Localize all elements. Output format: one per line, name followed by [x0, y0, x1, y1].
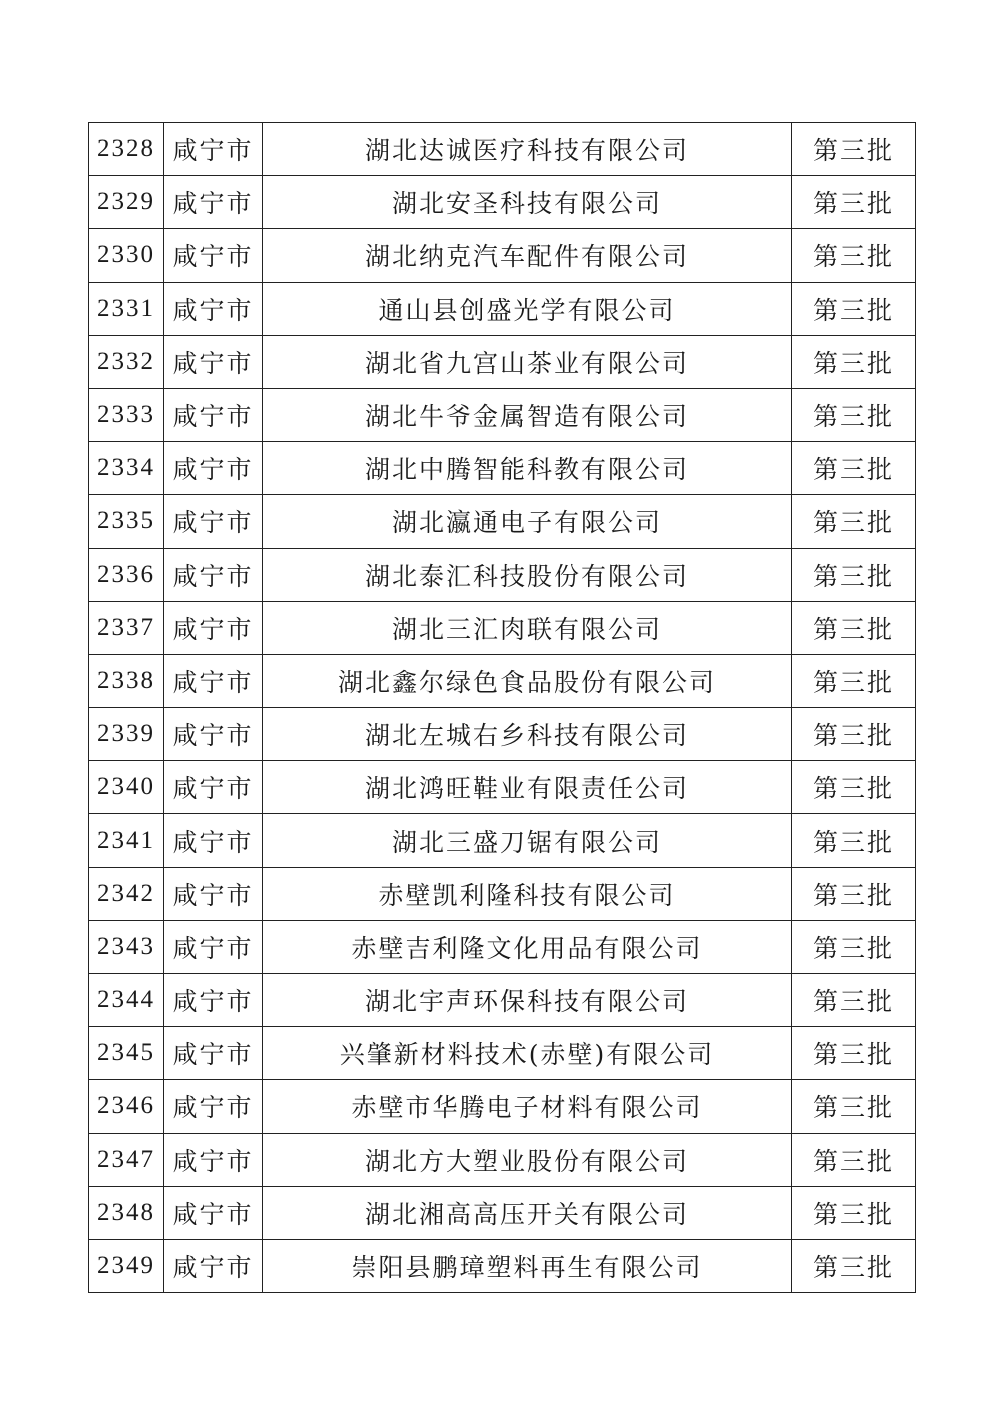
company-name-cell: 湖北方大塑业股份有限公司: [263, 1133, 792, 1186]
row-number-cell: 2343: [89, 920, 164, 973]
batch-cell: 第三批: [792, 176, 916, 229]
city-cell: 咸宁市: [164, 548, 263, 601]
city-cell: 咸宁市: [164, 388, 263, 441]
row-number-cell: 2338: [89, 654, 164, 707]
batch-cell: 第三批: [792, 548, 916, 601]
batch-cell: 第三批: [792, 1080, 916, 1133]
company-name-cell: 通山县创盛光学有限公司: [263, 282, 792, 335]
row-number-cell: 2337: [89, 601, 164, 654]
company-name-cell: 湖北三盛刀锯有限公司: [263, 814, 792, 867]
row-number-cell: 2333: [89, 388, 164, 441]
table-row: [89, 1080, 916, 1133]
batch-cell: 第三批: [792, 1186, 916, 1239]
city-cell: 咸宁市: [164, 761, 263, 814]
table-row: [89, 601, 916, 654]
table-row: [89, 1186, 916, 1239]
row-number-cell: 2330: [89, 229, 164, 282]
batch-cell: 第三批: [792, 708, 916, 761]
batch-cell: 第三批: [792, 974, 916, 1027]
table-row: [89, 1133, 916, 1186]
table-row: [89, 335, 916, 388]
table-row: [89, 548, 916, 601]
batch-cell: 第三批: [792, 920, 916, 973]
table-row: [89, 867, 916, 920]
row-number-cell: 2348: [89, 1186, 164, 1239]
row-number-cell: 2349: [89, 1239, 164, 1292]
batch-cell: 第三批: [792, 282, 916, 335]
company-name-cell: 湖北左城右乡科技有限公司: [263, 708, 792, 761]
city-cell: 咸宁市: [164, 1027, 263, 1080]
row-number-cell: 2328: [89, 123, 164, 176]
row-number-cell: 2345: [89, 1027, 164, 1080]
company-name-cell: 湖北牛爷金属智造有限公司: [263, 388, 792, 441]
row-number-cell: 2331: [89, 282, 164, 335]
city-cell: 咸宁市: [164, 708, 263, 761]
table-row: [89, 920, 916, 973]
company-name-cell: 湖北湘高高压开关有限公司: [263, 1186, 792, 1239]
city-cell: 咸宁市: [164, 282, 263, 335]
batch-cell: 第三批: [792, 1133, 916, 1186]
company-name-cell: 湖北三汇肉联有限公司: [263, 601, 792, 654]
city-cell: 咸宁市: [164, 1080, 263, 1133]
row-number-cell: 2335: [89, 495, 164, 548]
table-row: [89, 123, 916, 176]
company-name-cell: 赤壁吉利隆文化用品有限公司: [263, 920, 792, 973]
row-number-cell: 2342: [89, 867, 164, 920]
company-name-cell: 湖北泰汇科技股份有限公司: [263, 548, 792, 601]
city-cell: 咸宁市: [164, 601, 263, 654]
batch-cell: 第三批: [792, 495, 916, 548]
company-name-cell: 赤壁凯利隆科技有限公司: [263, 867, 792, 920]
batch-cell: 第三批: [792, 442, 916, 495]
company-list-table: [88, 122, 916, 1293]
company-name-cell: 湖北达诚医疗科技有限公司: [263, 123, 792, 176]
table-row: [89, 814, 916, 867]
city-cell: 咸宁市: [164, 1186, 263, 1239]
row-number-cell: 2340: [89, 761, 164, 814]
row-number-cell: 2339: [89, 708, 164, 761]
city-cell: 咸宁市: [164, 229, 263, 282]
table-row: [89, 282, 916, 335]
city-cell: 咸宁市: [164, 442, 263, 495]
batch-cell: 第三批: [792, 601, 916, 654]
city-cell: 咸宁市: [164, 920, 263, 973]
row-number-cell: 2336: [89, 548, 164, 601]
table-row: [89, 229, 916, 282]
table-row: [89, 442, 916, 495]
city-cell: 咸宁市: [164, 123, 263, 176]
row-number-cell: 2329: [89, 176, 164, 229]
company-name-cell: 湖北省九宫山茶业有限公司: [263, 335, 792, 388]
table-row: [89, 761, 916, 814]
batch-cell: 第三批: [792, 867, 916, 920]
batch-cell: 第三批: [792, 761, 916, 814]
row-number-cell: 2332: [89, 335, 164, 388]
city-cell: 咸宁市: [164, 1133, 263, 1186]
row-number-cell: 2344: [89, 974, 164, 1027]
company-name-cell: 湖北鑫尔绿色食品股份有限公司: [263, 654, 792, 707]
table-row: [89, 1239, 916, 1292]
batch-cell: 第三批: [792, 814, 916, 867]
row-number-cell: 2334: [89, 442, 164, 495]
batch-cell: 第三批: [792, 654, 916, 707]
city-cell: 咸宁市: [164, 974, 263, 1027]
company-name-cell: 湖北纳克汽车配件有限公司: [263, 229, 792, 282]
table-row: [89, 708, 916, 761]
table-row: [89, 974, 916, 1027]
company-name-cell: 赤壁市华腾电子材料有限公司: [263, 1080, 792, 1133]
row-number-cell: 2341: [89, 814, 164, 867]
row-number-cell: 2346: [89, 1080, 164, 1133]
company-name-cell: 湖北安圣科技有限公司: [263, 176, 792, 229]
company-name-cell: 湖北中腾智能科教有限公司: [263, 442, 792, 495]
city-cell: 咸宁市: [164, 176, 263, 229]
table-row: [89, 388, 916, 441]
table-row: [89, 654, 916, 707]
table-row: [89, 1027, 916, 1080]
city-cell: 咸宁市: [164, 654, 263, 707]
batch-cell: 第三批: [792, 388, 916, 441]
company-name-cell: 湖北鸿旺鞋业有限责任公司: [263, 761, 792, 814]
table-row: [89, 176, 916, 229]
batch-cell: 第三批: [792, 1239, 916, 1292]
city-cell: 咸宁市: [164, 814, 263, 867]
table-row: [89, 495, 916, 548]
city-cell: 咸宁市: [164, 335, 263, 388]
batch-cell: 第三批: [792, 123, 916, 176]
company-name-cell: 兴肇新材料技术(赤壁)有限公司: [263, 1027, 792, 1080]
company-name-cell: 湖北瀛通电子有限公司: [263, 495, 792, 548]
table-body: [89, 123, 916, 1293]
batch-cell: 第三批: [792, 229, 916, 282]
company-name-cell: 湖北宇声环保科技有限公司: [263, 974, 792, 1027]
batch-cell: 第三批: [792, 1027, 916, 1080]
city-cell: 咸宁市: [164, 1239, 263, 1292]
city-cell: 咸宁市: [164, 495, 263, 548]
batch-cell: 第三批: [792, 335, 916, 388]
company-name-cell: 崇阳县鹏璋塑料再生有限公司: [263, 1239, 792, 1292]
row-number-cell: 2347: [89, 1133, 164, 1186]
city-cell: 咸宁市: [164, 867, 263, 920]
